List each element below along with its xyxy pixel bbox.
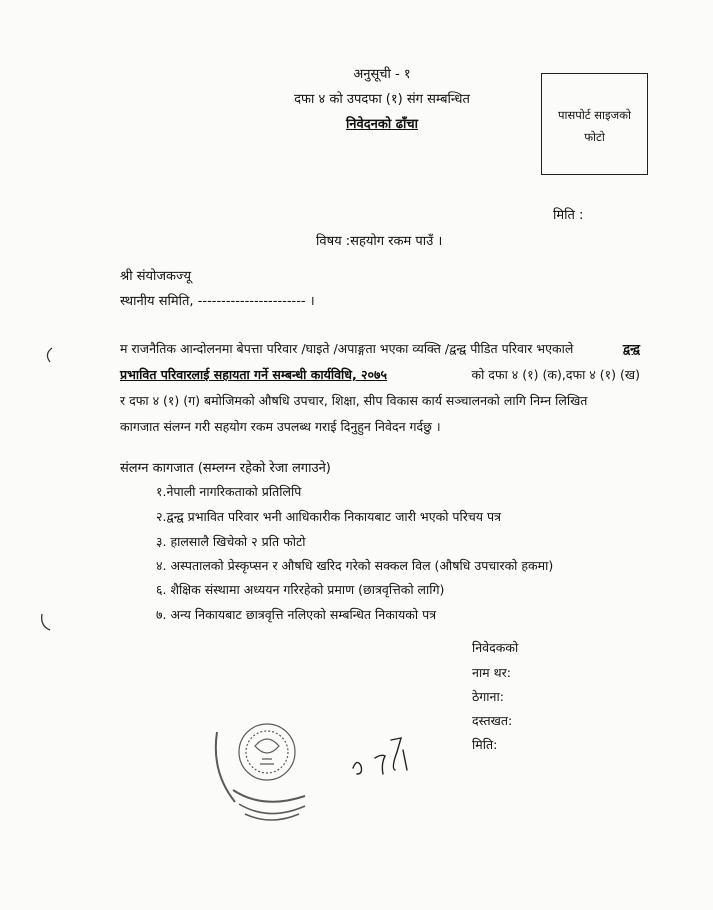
handwritten-signature-icon (345, 730, 425, 785)
attachment-item: २.द्वन्द्व प्रभावित परिवार भनी आधिकारीक निकायबाट जारी भएको परिचय पत्र (156, 509, 502, 524)
paragraph-line-1-underlined: द्वन्द्व (622, 341, 640, 356)
attachment-item: ७. अन्य निकायबाट छात्रवृत्ति नलिएको सम्बन्धित निकायको पत्र (156, 607, 437, 622)
form-title: निवेदनको ढाँचा (345, 117, 419, 132)
attachment-item: ४. अस्पतालको प्रेस्कृप्सन र औषधि खरिद गरेको सक्कल विल (औषधि उपचारको हकमा) (156, 558, 554, 573)
addressee-line1: श्री संयोजकज्यू (120, 269, 192, 284)
schedule-heading: अनुसूची - १ (353, 67, 411, 82)
applicant-name-label: नाम थर: (472, 665, 511, 680)
applicant-address-label: ठेगाना: (472, 689, 504, 704)
section-reference: दफा ४ को उपदफा (१) संग सम्बन्धित (294, 92, 470, 107)
attachment-item: ६. शैक्षिक संस्थामा अध्ययन गरिरहेको प्रमाण (छात्रवृत्तिको लागि) (156, 582, 445, 597)
paragraph-line-4 (120, 414, 640, 440)
photo-box-label-line1: पासपोर्ट साइजको (558, 108, 631, 122)
subject-line: विषय :सहयोग रकम पाउँ । (316, 234, 443, 249)
paragraph-line-2-text: को दफा ४ (१) (क),दफा ४ (१) (ख) (471, 367, 640, 382)
applicant-date-label: मिति: (472, 737, 498, 752)
attachment-item: १.नेपाली नागरिकताको प्रतिलिपि (156, 484, 302, 499)
official-stamp-icon (205, 712, 325, 827)
passport-photo-box (541, 73, 648, 175)
photo-box-label-line2: फोटो (584, 130, 605, 144)
paragraph-line-2 (120, 362, 640, 388)
paragraph-line-4-text: कागजात संलग्न गरी सहयोग रकम उपलब्ध गराई दिनुहुन निवेदन गर्दछु । (120, 419, 441, 434)
application-paragraph (120, 336, 640, 440)
attachment-item: ३. हालसालै खिचेको २ प्रति फोटो (156, 534, 306, 549)
scan-mark-icon (38, 612, 54, 634)
attachments-heading: संलग्न कागजात (सम्लग्न रहेको रेजा लगाउने) (120, 461, 331, 476)
procedure-name: प्रभावित परिवारलाई सहायता गर्ने सम्बन्धी कार्यविधि, २०७५ (120, 367, 388, 382)
scan-mark-icon (42, 346, 56, 366)
paragraph-line-1-text: म राजनैतिक आन्दोलनमा बेपत्ता परिवार /घाइते /अपाङ्गता भएका व्यक्ति /द्वन्द्व पीडित परिवार भएकाले (120, 341, 574, 356)
date-label: मिति : (553, 208, 584, 223)
paragraph-line-3 (120, 388, 640, 414)
applicant-signature-label: दस्तखत: (472, 713, 513, 728)
paragraph-line-1 (120, 336, 640, 362)
paragraph-line-3-text: र दफा ४ (१) (ग) बमोजिमको औषधि उपचार, शिक्षा, सीप विकास कार्य सञ्चालनको लागि निम्न लिखित (120, 393, 588, 408)
addressee-line2: स्थानीय समिति, ----------------------- । (120, 294, 315, 309)
applicant-heading: निवेदकको (472, 640, 519, 655)
